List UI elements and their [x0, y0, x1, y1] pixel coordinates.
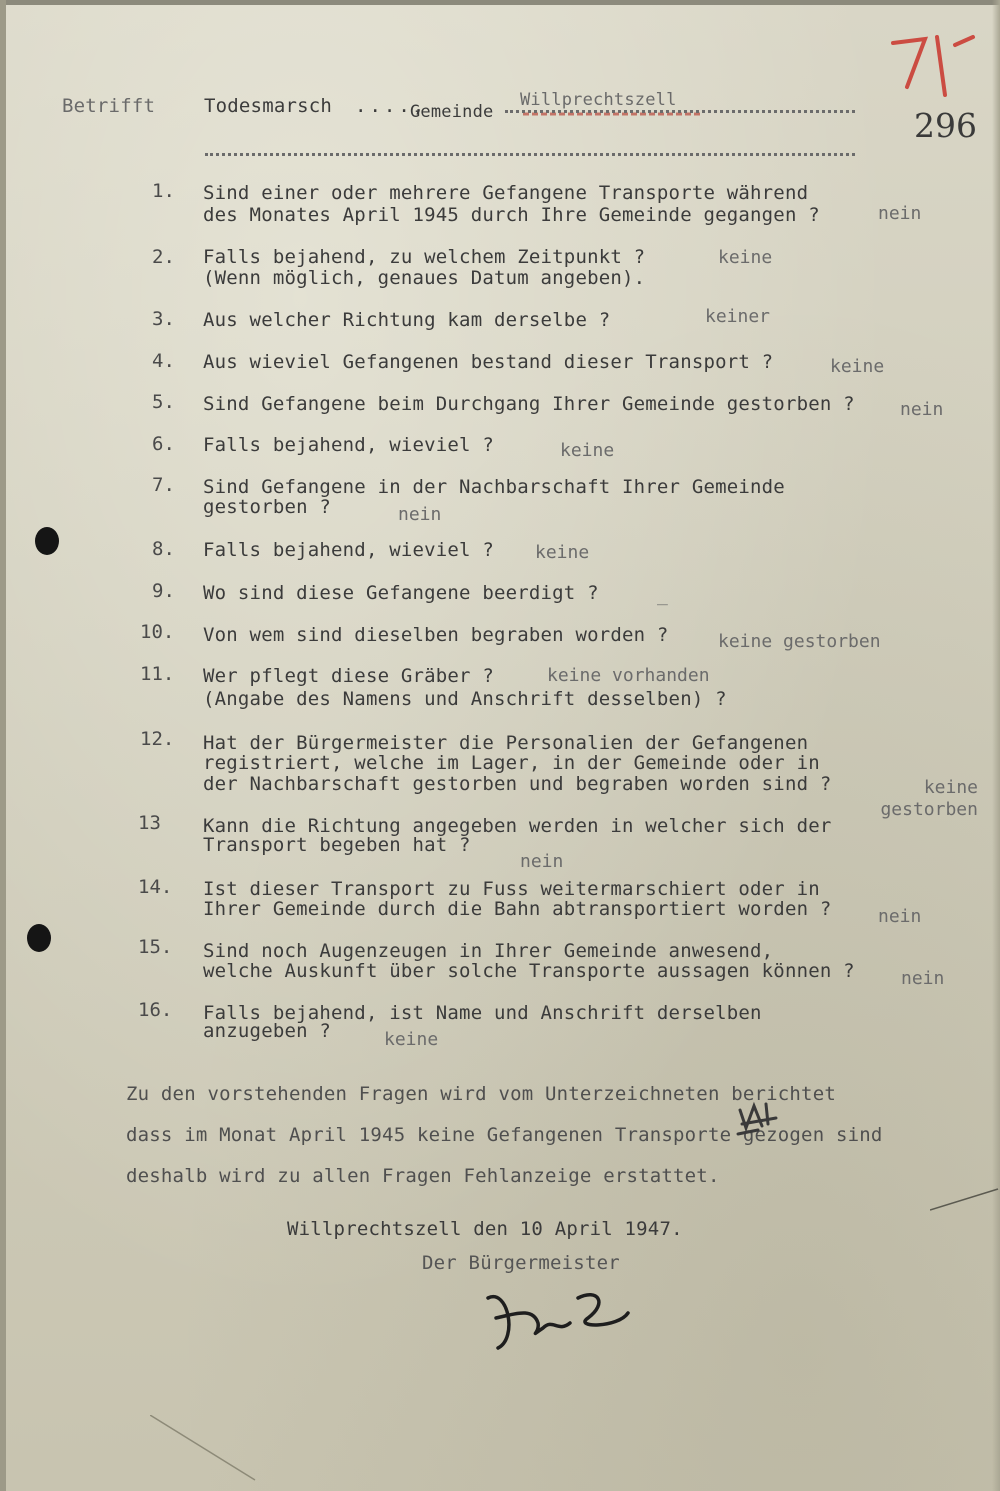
archive-mark-red — [885, 25, 980, 100]
question-answer: keiner — [705, 306, 771, 327]
paper-edge-left — [0, 0, 6, 1491]
question-answer: keine vorhanden — [547, 665, 710, 686]
paper-edge-right — [992, 0, 1000, 1491]
question-text-line: Transport begeben hat ? — [203, 834, 471, 856]
question-text-line: Sind Gefangene in der Nachbarschaft Ihrer Gemeinde — [203, 476, 785, 498]
question-number: 6. — [152, 433, 175, 455]
question-answer: keine gestorben — [718, 631, 881, 652]
question-answer: keine — [718, 247, 773, 268]
header-municipality-value: Willprechtszell — [520, 90, 677, 110]
question-text-line: Kann die Richtung angegeben werden in welcher sich der — [203, 815, 832, 837]
question-text-line: anzugeben ? — [203, 1020, 332, 1042]
question-text-line: welche Auskunft über solche Transporte aussagen können ? — [203, 960, 855, 982]
question-answer: keine — [384, 1029, 439, 1050]
question-text-line: Wer pflegt diese Gräber ? — [203, 665, 494, 687]
question-text-line: Aus welcher Richtung kam derselbe ? — [203, 309, 611, 331]
header-municipality-label: Gemeinde — [410, 102, 494, 122]
question-text-line: gestorben ? — [203, 496, 332, 518]
question-text-line: Falls bejahend, wieviel ? — [203, 539, 494, 561]
question-text-line: Falls bejahend, ist Name und Anschrift derselben — [203, 1002, 762, 1024]
question-number: 9. — [152, 580, 175, 602]
question-text-line: Sind einer oder mehrere Gefangene Transporte während — [203, 182, 809, 204]
header-subject: Todesmarsch — [204, 95, 333, 117]
question-number: 3. — [152, 308, 175, 330]
question-text-line: Sind Gefangene beim Durchgang Ihrer Gemeinde gestorben ? — [203, 393, 855, 415]
question-text-line: Falls bejahend, wieviel ? — [203, 434, 494, 456]
question-answer: nein — [878, 906, 922, 927]
punch-hole-lower — [27, 924, 51, 952]
question-answer: _ — [657, 585, 668, 606]
question-answer: nein — [900, 399, 944, 420]
paper-edge-top — [0, 0, 1000, 5]
question-number: 14. — [138, 876, 173, 898]
handwritten-correction — [732, 1100, 782, 1140]
question-text-line: registriert, welche im Lager, in der Gemeinde oder in — [203, 752, 820, 774]
page-number: 296 — [914, 106, 977, 145]
question-number: 16. — [138, 999, 173, 1021]
question-text-line: Sind noch Augenzeugen in Ihrer Gemeinde anwesend, — [203, 940, 774, 962]
question-text-line: Ihrer Gemeinde durch die Bahn abtransportiert worden ? — [203, 898, 832, 920]
question-answer: keine gestorben — [880, 777, 978, 820]
question-text-line: des Monates April 1945 durch Ihre Gemeinde gegangen ? — [203, 204, 820, 226]
header-dots-a: ...., — [355, 95, 428, 117]
question-number: 11. — [140, 663, 175, 685]
question-text-line: Von wem sind dieselben begraben worden ? — [203, 624, 669, 646]
question-answer: nein — [398, 504, 442, 525]
signatory-title: Der Bürgermeister — [422, 1252, 620, 1274]
question-number: 8. — [152, 538, 175, 560]
report-line: dass im Monat April 1945 keine Gefangenen Transporte gezogen sind — [126, 1124, 883, 1146]
place-date: Willprechtszell den 10 April 1947. — [287, 1218, 683, 1240]
question-answer: keine — [535, 542, 590, 563]
question-text-line: Aus wieviel Gefangenen bestand dieser Transport ? — [203, 351, 774, 373]
punch-hole-upper — [35, 527, 59, 555]
question-text-line: Falls bejahend, zu welchem Zeitpunkt ? — [203, 246, 646, 268]
question-text-line: Ist dieser Transport zu Fuss weitermarschiert oder in — [203, 878, 820, 900]
fold-crease — [150, 1415, 260, 1485]
question-number: 5. — [152, 391, 175, 413]
header-dotted-line-1 — [505, 110, 855, 113]
signature-mark — [478, 1278, 638, 1353]
report-line: deshalb wird zu allen Fragen Fehlanzeige erstattet. — [126, 1165, 720, 1187]
fold-crease-right — [930, 1185, 1000, 1215]
question-text-line: (Angabe des Namens und Anschrift desselben) ? — [203, 688, 727, 710]
report-line: Zu den vorstehenden Fragen wird vom Unterzeichneten berichtet — [126, 1083, 836, 1105]
question-answer: nein — [878, 203, 922, 224]
header-dotted-line-2 — [205, 153, 855, 156]
question-answer: nein — [520, 851, 564, 872]
question-text-line: Wo sind diese Gefangene beerdigt ? — [203, 582, 599, 604]
question-answer: keine — [560, 440, 615, 461]
question-text-line: der Nachbarschaft gestorben und begraben worden sind ? — [203, 773, 832, 795]
header-prefix: Betrifft — [62, 95, 156, 117]
question-number: 15. — [138, 936, 173, 958]
question-number: 12. — [140, 728, 175, 750]
question-answer: keine — [830, 356, 885, 377]
question-number: 10. — [140, 621, 175, 643]
question-text-line: (Wenn möglich, genaues Datum angeben). — [203, 267, 646, 289]
question-number: 4. — [152, 350, 175, 372]
question-number: 1. — [152, 180, 175, 202]
question-number: 7. — [152, 474, 175, 496]
question-number: 13 — [138, 812, 161, 834]
question-number: 2. — [152, 246, 175, 268]
question-text-line: Hat der Bürgermeister die Personalien der Gefangenen — [203, 732, 809, 754]
question-answer: nein — [901, 968, 945, 989]
